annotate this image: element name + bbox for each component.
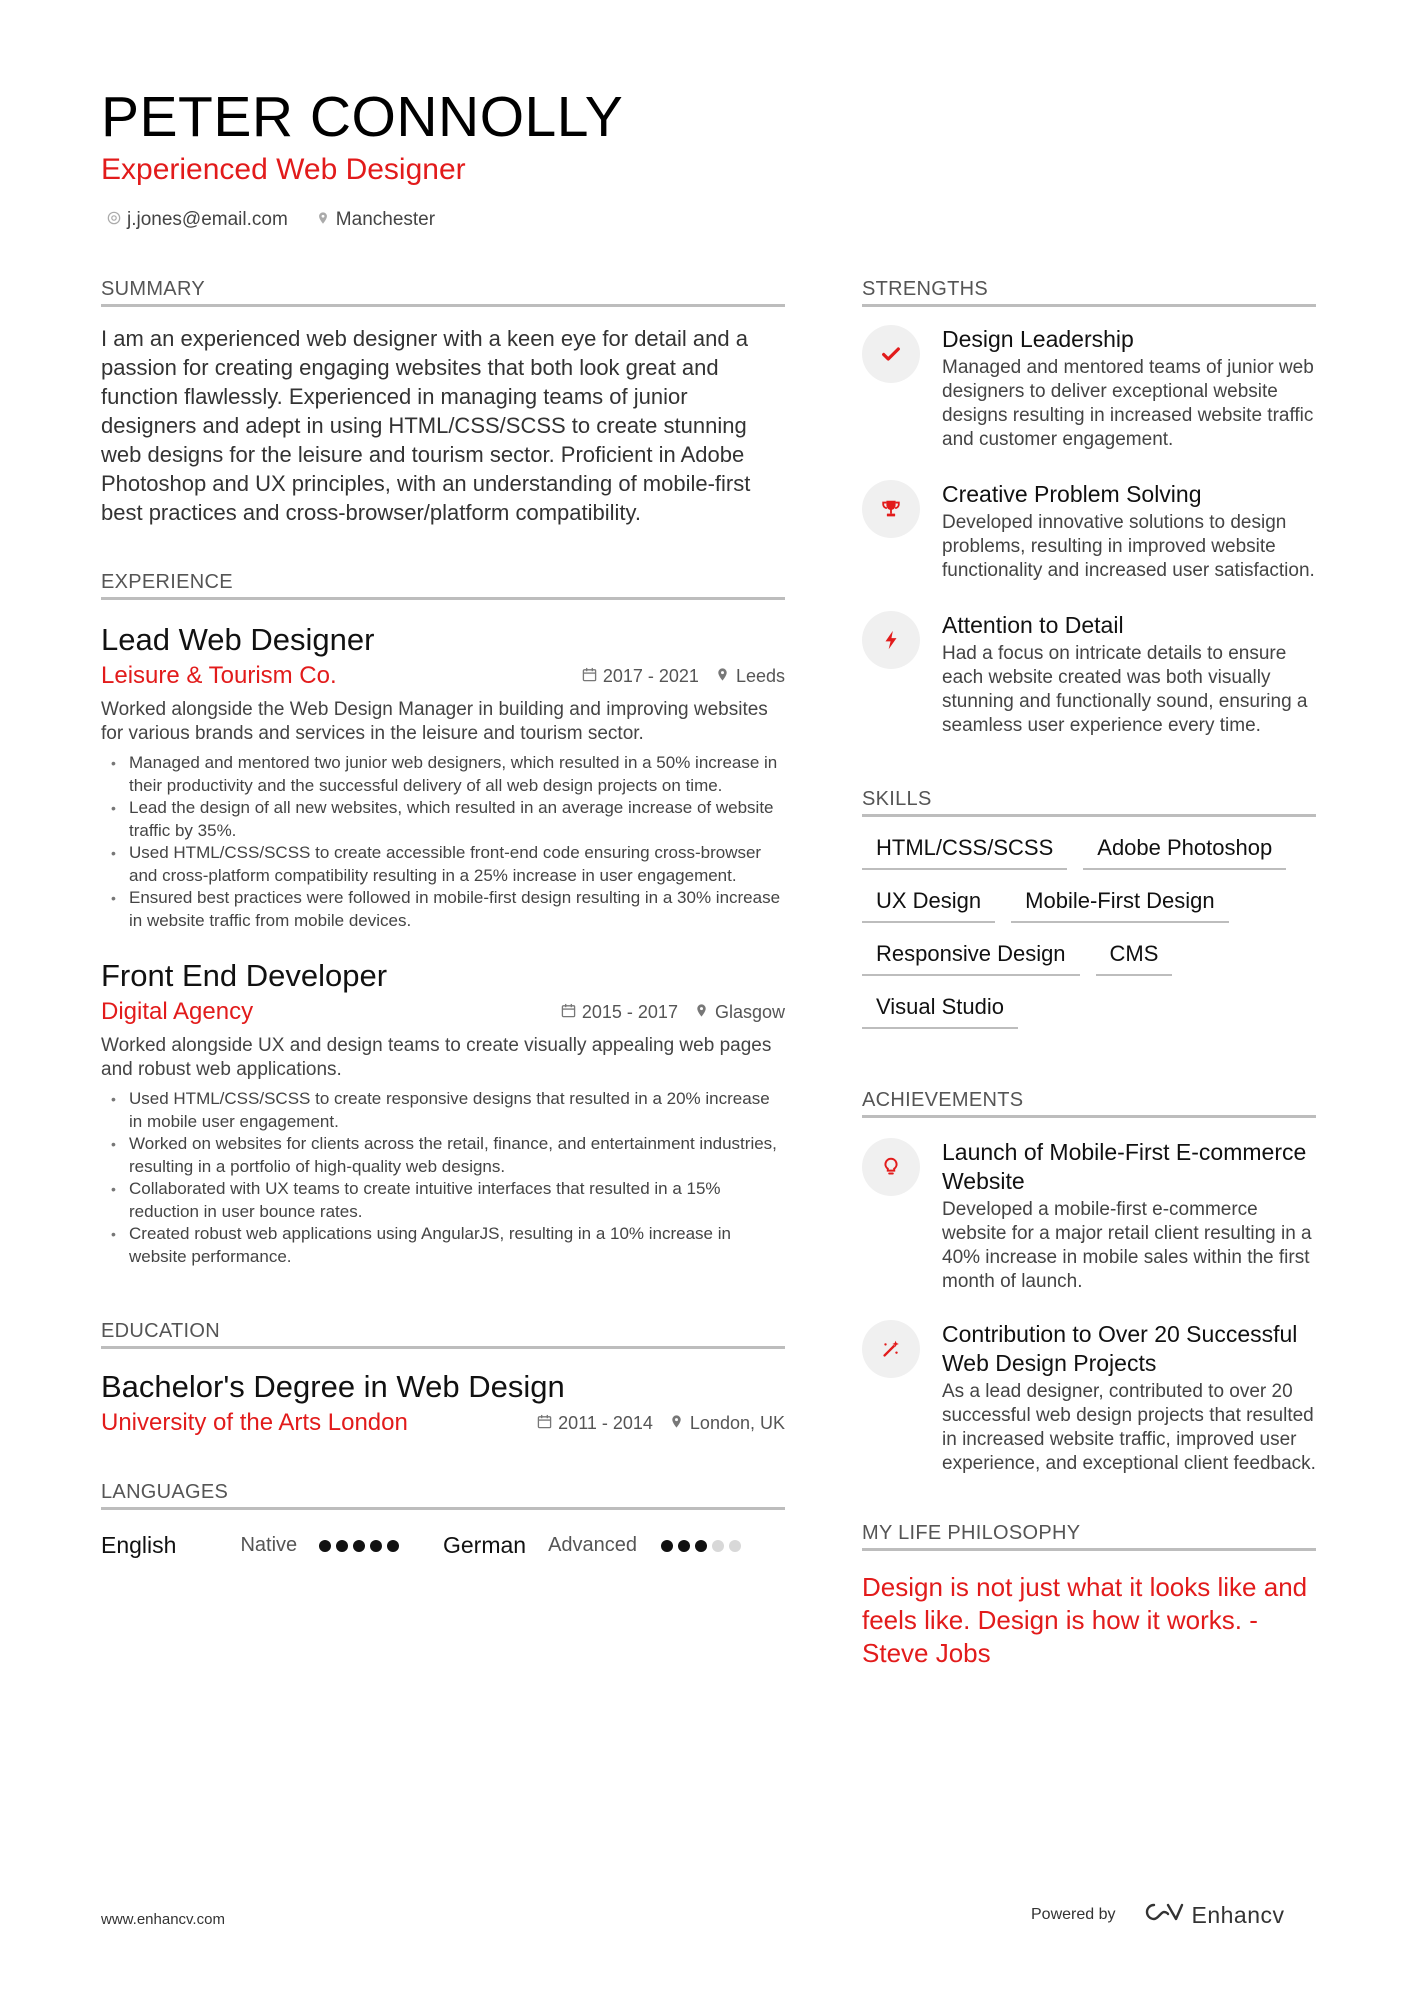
rating-dot: [695, 1540, 707, 1552]
summary-text: I am an experienced web designer with a keen eye for detail and a passion for creating engaging websites that both look great and function flawlessly. Experienced in managing teams of junior designers and adept in using HTML/CSS/SCSS to create stunning web designs for the leisure and tourism sector. Proficient in Adobe Photoshop and UX principles, with an understanding of mobile-first best practices and cross-browser/platform compatibility.: [101, 326, 751, 525]
rating-dot: [336, 1540, 348, 1552]
contact-info: [107, 209, 435, 231]
calendar-icon: [537, 1413, 552, 1434]
achievement-text: [942, 1320, 1316, 1476]
skill-tag: Responsive Design: [862, 937, 1080, 976]
language-name: English: [101, 1532, 177, 1558]
achievement-text: [942, 1138, 1316, 1294]
enhancv-wordmark: Enhancv: [1191, 1901, 1285, 1928]
rating-dot: [370, 1540, 382, 1552]
strength-text: [942, 325, 1316, 452]
job-description: Worked alongside UX and design teams to create visually appealing web pages and robust web applications.: [101, 1035, 772, 1080]
job-bullet: • Ensured best practices were followed in mobile-first design resulting in a 30% increase in website traffic from mobile devices.: [129, 887, 785, 932]
languages-heading: LANGUAGES: [101, 1481, 785, 1510]
job-title: Front End Developer: [101, 958, 388, 993]
right-column: [862, 278, 1316, 1670]
job-location: [715, 666, 785, 687]
job-bullet: • Used HTML/CSS/SCSS to create responsive designs that resulted in a 20% increase in mobile user engagement.: [129, 1088, 785, 1133]
skill-tag: Mobile-First Design: [1011, 884, 1229, 923]
job-description: Worked alongside the Web Design Manager in building and improving websites for various brands and services in the leisure and tourism sector.: [101, 699, 768, 744]
rating-dot: [712, 1540, 724, 1552]
job-location: [694, 1002, 785, 1023]
candidate-title: Experienced Web Designer: [101, 153, 466, 186]
candidate-name: PETER CONNOLLY: [101, 85, 624, 149]
contact-location: [316, 209, 435, 231]
skill-tag: CMS: [1096, 937, 1173, 976]
education-location-text: London, UK: [689, 1412, 785, 1433]
philosophy-section: [862, 1522, 1316, 1670]
achievement-item: [862, 1138, 1316, 1294]
achievement-title: Launch of Mobile-First E-commerce Website: [942, 1139, 1307, 1194]
job-meta-row: [101, 998, 785, 1026]
strengths-heading: STRENGTHS: [862, 278, 1316, 307]
achievements-heading: ACHIEVEMENTS: [862, 1089, 1316, 1118]
email-text: j.jones@email.com: [127, 209, 288, 230]
rating-dot: [353, 1540, 365, 1552]
job-bullets: [101, 752, 785, 932]
strength-description: Managed and mentored teams of junior web designers to deliver exceptional website designs resulting in increased website traffic and customer engagement.: [942, 357, 1314, 450]
job-meta: [582, 666, 785, 687]
location-text: Manchester: [335, 209, 436, 230]
skill-tag: HTML/CSS/SCSS: [862, 831, 1067, 870]
enhancv-logo-icon: [1138, 1900, 1184, 1930]
trophy-icon: [862, 480, 920, 538]
job-meta: [561, 1002, 785, 1023]
philosophy-quote: Design is not just what it looks like and feels like. Design is how it works. - Steve Jobs: [862, 1572, 1308, 1668]
job-location-text: Glasgow: [714, 1001, 785, 1022]
strengths-section: [862, 278, 1316, 738]
strength-title: Creative Problem Solving: [942, 481, 1202, 507]
strength-title: Attention to Detail: [942, 612, 1124, 638]
strength-description: Developed innovative solutions to design problems, resulting in improved website functionality and increased user satisfaction.: [942, 512, 1315, 581]
language-rating: [661, 1540, 785, 1552]
job-entry: [101, 622, 785, 932]
achievement-description: Developed a mobile-first e-commerce website for a major retail client resulting in a 40% increase in mobile sales within the first month of launch.: [942, 1199, 1312, 1292]
job-bullet: • Worked on websites for clients across the retail, finance, and entertainment industries, resulting in a portfolio of high-quality web designs.: [129, 1133, 785, 1178]
job-bullet: • Collaborated with UX teams to create intuitive interfaces that resulted in a 15% reduction in user bounce rates.: [129, 1178, 785, 1223]
job-dates-text: 2017 - 2021: [602, 665, 699, 686]
job-title: Lead Web Designer: [101, 622, 375, 657]
company-name: Leisure & Tourism Co.: [101, 662, 337, 689]
philosophy-heading: MY LIFE PHILOSOPHY: [862, 1522, 1316, 1551]
footer-branding: [1031, 1900, 1285, 1930]
education-heading: EDUCATION: [101, 1320, 785, 1349]
skills-list: [862, 831, 1316, 1029]
achievements-section: [862, 1089, 1316, 1476]
magic-wand-icon: [862, 1320, 920, 1378]
rating-dot: [678, 1540, 690, 1552]
experience-heading: EXPERIENCE: [101, 571, 785, 600]
strength-item: [862, 325, 1316, 452]
skill-tag: Visual Studio: [862, 990, 1018, 1029]
education-meta: [537, 1413, 785, 1434]
rating-dot: [661, 1540, 673, 1552]
skills-heading: SKILLS: [862, 788, 1316, 817]
language-level: Native: [240, 1534, 298, 1556]
job-bullet: • Created robust web applications using AngularJS, resulting in a 10% increase in website performance.: [129, 1223, 785, 1268]
education-dates: [537, 1413, 653, 1434]
languages-section: [101, 1481, 785, 1559]
strength-item: [862, 480, 1316, 583]
education-meta-row: [101, 1409, 785, 1437]
experience-section: [101, 571, 785, 1268]
rating-dot: [319, 1540, 331, 1552]
education-entry: [101, 1369, 785, 1437]
job-dates: [561, 1002, 678, 1023]
location-pin-icon: [715, 666, 730, 687]
summary-section: [101, 278, 785, 527]
school-name: University of the Arts London: [101, 1409, 408, 1436]
education-dates-text: 2011 - 2014: [558, 1412, 653, 1433]
strength-description: Had a focus on intricate details to ensure each website created was both visually stunning and functionally sound, ensuring a seamless user experience every time.: [942, 643, 1308, 736]
location-pin-icon: [316, 209, 330, 231]
education-section: [101, 1320, 785, 1437]
job-entry: [101, 958, 785, 1268]
language-level: Advanced: [548, 1534, 638, 1556]
job-dates-text: 2015 - 2017: [581, 1001, 678, 1022]
calendar-icon: [582, 666, 597, 687]
job-bullet: • Managed and mentored two junior web designers, which resulted in a 50% increase in their productivity and the successful delivery of all web design projects on time.: [129, 752, 785, 797]
degree-title: Bachelor's Degree in Web Design: [101, 1369, 565, 1404]
job-bullet: • Lead the design of all new websites, which resulted in an average increase of website traffic by 35%.: [129, 797, 785, 842]
strength-text: [942, 611, 1316, 738]
rating-dot: [729, 1540, 741, 1552]
lightbulb-icon: [862, 1138, 920, 1196]
bolt-icon: [862, 611, 920, 669]
skill-tag: UX Design: [862, 884, 995, 923]
rating-dot: [387, 1540, 399, 1552]
footer-website-link[interactable]: www.enhancv.com: [101, 1911, 225, 1928]
check-icon: [862, 325, 920, 383]
languages-row: [101, 1532, 785, 1559]
achievement-description: As a lead designer, contributed to over 20 successful web design projects that resulted in increased website traffic, improved user experience, and exceptional client feedback.: [942, 1381, 1316, 1474]
company-name: Digital Agency: [101, 998, 254, 1025]
location-pin-icon: [694, 1002, 709, 1023]
achievement-item: [862, 1320, 1316, 1476]
strength-item: [862, 611, 1316, 738]
strength-title: Design Leadership: [942, 326, 1134, 352]
job-location-text: Leeds: [735, 665, 785, 686]
strength-text: [942, 480, 1316, 583]
summary-heading: SUMMARY: [101, 278, 785, 307]
at-icon: [107, 209, 121, 231]
achievement-title: Contribution to Over 20 Successful Web Design Projects: [942, 1321, 1298, 1376]
job-meta-row: [101, 662, 785, 690]
language-rating: [319, 1540, 443, 1552]
left-column: [101, 278, 785, 1559]
education-location: [669, 1413, 785, 1434]
job-bullet: • Used HTML/CSS/SCSS to create accessible front-end code ensuring cross-browser and cross-platform compatibility resulting in a 25% increase in user engagement.: [129, 842, 785, 887]
job-bullets: [101, 1088, 785, 1268]
skill-tag: Adobe Photoshop: [1083, 831, 1286, 870]
location-pin-icon: [669, 1413, 684, 1434]
powered-by-label: Powered by: [1031, 1906, 1116, 1923]
enhancv-logo[interactable]: [1138, 1900, 1285, 1930]
skills-section: [862, 788, 1316, 1029]
calendar-icon: [561, 1002, 576, 1023]
job-dates: [582, 666, 699, 687]
language-name: German: [442, 1532, 527, 1558]
contact-email[interactable]: [107, 209, 288, 231]
